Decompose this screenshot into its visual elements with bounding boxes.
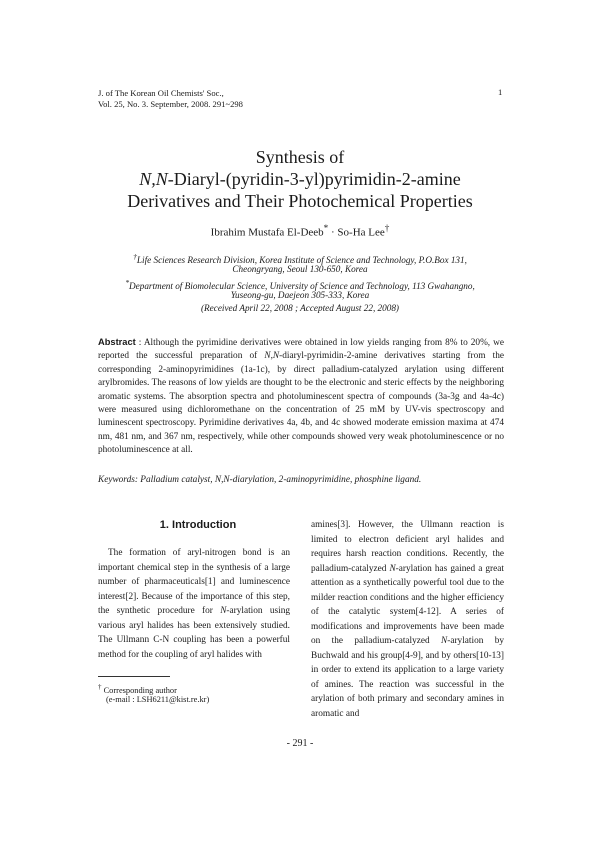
affiliation-2-mark: * — [125, 278, 130, 287]
right-italic-n1: N — [389, 563, 396, 574]
received-dates: (Received April 22, 2008 ; Accepted August 22, 2008) — [201, 303, 399, 313]
affiliation-1-line2: Cheongryang, Seoul 130-650, Korea — [232, 264, 368, 274]
abstract-colon: : — [135, 338, 144, 348]
left-italic-n: N — [220, 606, 227, 616]
abstract-label: Abstract — [98, 337, 136, 347]
left-text-1: The formation of aryl-nitrogen bond is an important chemical step in the synthesis of a large number of pharmaceuticals[1] and luminescence interest[2]. Because of the importance of this step, the synthetic procedure for — [98, 548, 290, 616]
author-line — [60, 223, 540, 239]
journal-citation-line2: Vol. 25, No. 3. September, 2008. 291~298 — [98, 99, 243, 109]
author-2: So-Ha Lee — [337, 226, 385, 239]
affiliation-2-line2: Yuseong-gu, Daejeon 305-333, Korea — [230, 290, 370, 300]
abstract-text-1: Although the pyrimidine derivatives were obtained in low yields ranging from 8% to 20%, we reported the successful preparation of — [98, 338, 504, 362]
corner-page-number: 1 — [498, 87, 503, 97]
page-number: - 291 - — [286, 738, 314, 749]
right-text-3: -arylation by Buchwald and his group[4-9], and by others[10-13] in order to extend its application to a large variety of amines. The reaction was successful in the arylation of both primary and secondary amines in aromatic and — [311, 636, 505, 719]
footnote-text: Corresponding author — [101, 685, 177, 695]
author-2-mark: † — [384, 223, 390, 233]
title-line2-rest: -Diaryl-(pyridin-3-yl)pyrimidin-2-amine — [167, 169, 461, 189]
affiliation-2-text: Department of Biomolecular Science, University of Science and Technology, 113 Gwahangno, — [129, 281, 475, 292]
title-line2 — [60, 168, 540, 190]
title-italic-nn: N,N — [139, 169, 168, 189]
title-line3: Derivatives and Their Photochemical Properties — [127, 191, 473, 211]
affiliation-1-text: Life Sciences Research Division, Korea Institute of Science and Technology, P.O.Box 131, — [136, 255, 467, 266]
keywords: Keywords: Palladium catalyst, N,N-diarylation, 2-aminopyrimidine, phosphine ligand. — [98, 475, 422, 485]
author-separator: · — [328, 226, 338, 239]
section-heading-introduction: 1. Introduction — [159, 519, 237, 531]
abstract — [98, 336, 504, 458]
right-text-2: -arylation has gained a great attention as a synthetically powerful tool due to the milder reaction conditions and the higher efficiency of the catalytic system[4-12]. A series of modifications and improvements have been made on the palladium-catalyzed — [311, 563, 504, 646]
journal-citation-line1: J. of The Korean Oil Chemists' Soc., — [98, 88, 224, 98]
right-text-1: amines[3]. However, the Ullmann reaction is limited to electron deficient aryl halides and requires harsh reaction conditions. Recently, the palladium-catalyzed — [311, 520, 504, 574]
body-column-right — [311, 518, 504, 721]
right-italic-n2: N — [441, 636, 448, 646]
abstract-italic-nn: N,N — [264, 351, 280, 362]
left-text-2: -arylation using various aryl halides has been extensively studied. The Ullmann C-N coupling has been a powerful method for the coupling of aryl halides with — [98, 606, 290, 660]
affiliation-1-mark: † — [133, 252, 137, 261]
footnote-rule — [98, 676, 170, 677]
footnote-mark: † — [98, 683, 102, 691]
abstract-text-2: -diaryl-pyrimidin-2-amine derivatives starting from the corresponding 2-aminopyrimidines (1a-1c), by direct palladium-catalyzed arylation using different arylbromides. The reasons of low yields are thought to be the electronic and steric effects by the neighboring aromatic systems. The absorption spectra and photoluminescent spectra of compounds (3a-3g and 4a-4c) were measured using dichloromethane on the concentration of 25 mM by UV-vis spectroscopy and luminescent spectroscopy. Pyrimidine derivatives 4a, 4b, and 4c showed moderate emission maxima at 474 nm, 481 nm, and 367 nm, respectively, while other compounds showed very weak photoluminescence or no photoluminescence at all. — [98, 351, 504, 456]
author-1-mark: * — [323, 223, 329, 233]
title-line1: Synthesis of — [255, 147, 345, 167]
author-1: Ibrahim Mustafa El-Deeb — [210, 226, 324, 239]
body-column-left — [98, 546, 290, 662]
footnote-email: (e-mail : LSH6211@kist.re.kr) — [106, 695, 210, 704]
